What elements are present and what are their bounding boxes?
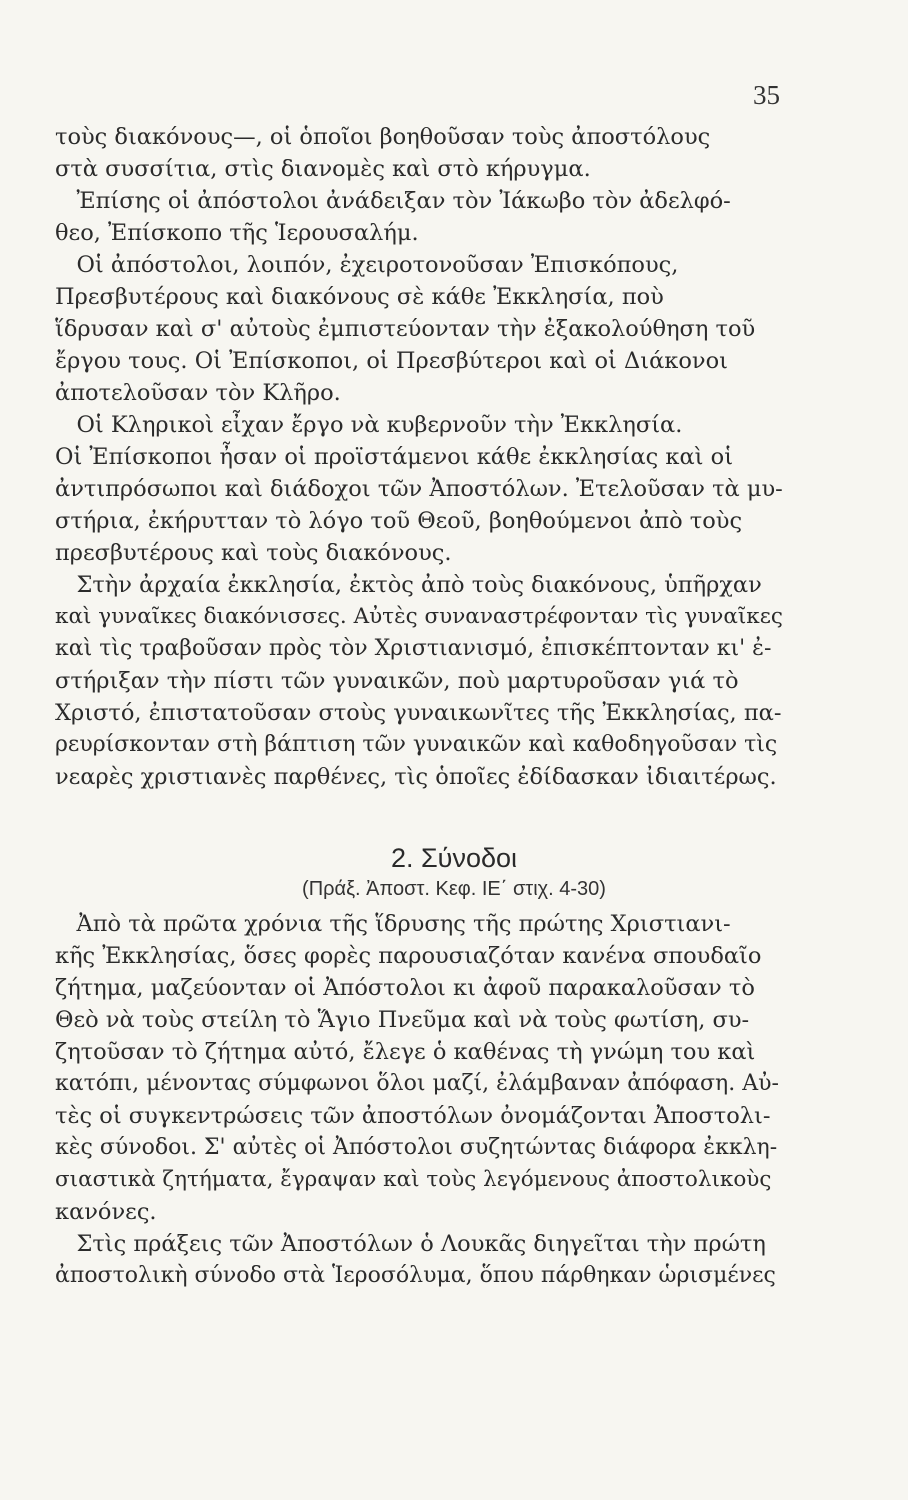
text-line: κῆς Ἐκκλησίας, ὅσες φορὲς παρουσιαζόταν κανένα σπουδαῖο	[55, 943, 762, 969]
text-line: θεο, Ἐπίσκοπο τῆς Ἱερουσαλήμ.	[55, 220, 419, 246]
text-line: Οἱ Κληρικοὶ εἶχαν ἔργο νὰ κυβερνοῦν τὴν Ἐκκλησία.	[55, 412, 683, 438]
body-text-top	[55, 121, 785, 793]
text-line: στήρια, ἐκήρυτταν τὸ λόγο τοῦ Θεοῦ, βοηθούμενοι ἀπὸ τοὺς	[55, 508, 743, 534]
text-line: κατόπι, μένοντας σύμφωνοι ὅλοι μαζί, ἐλάμβαναν ἀπόφαση. Αὐ-	[55, 1071, 779, 1096]
text-line: στήριξαν τὴν πίστι τῶν γυναικῶν, ποὺ μαρτυροῦσαν γιά τὸ	[55, 668, 739, 694]
text-line: Ἀπὸ τὰ πρῶτα χρόνια τῆς ἵδρυσης τῆς πρώτης Χριστιανι-	[55, 911, 731, 937]
text-line: καὶ γυναῖκες διακόνισσες. Αὐτὲς συναναστρέφονταν τὶς γυναῖκες	[55, 604, 783, 629]
text-line: τὲς οἱ συγκεντρώσεις τῶν ἀποστόλων ὀνομάζονται Ἀποστολι-	[55, 1103, 771, 1129]
text-line: Χριστό, ἐπιστατοῦσαν στοὺς γυναικωνῖτες τῆς Ἐκκλησίας, πα-	[55, 700, 782, 726]
text-line: Στὶς πράξεις τῶν Ἀποστόλων ὁ Λουκᾶς διηγεῖται τὴν πρώτη	[55, 1231, 766, 1257]
text-line: Οἱ ἀπόστολοι, λοιπόν, ἐχειροτονοῦσαν Ἐπισκόπους,	[55, 252, 679, 278]
text-line: Θεὸ νὰ τοὺς στείλη τὸ Ἅγιο Πνεῦμα καὶ νὰ τοὺς φωτίση, συ-	[55, 1007, 750, 1033]
text-line: Οἱ Ἐπίσκοποι ἦσαν οἱ προϊστάμενοι κάθε ἐκκλησίας καὶ οἱ	[55, 444, 734, 470]
text-line: Πρεσβυτέρους καὶ διακόνους σὲ κάθε Ἐκκλησία, ποὺ	[55, 284, 664, 310]
body-text-bottom	[55, 908, 785, 1292]
section-subtitle: (Πράξ. Ἀποστ. Κεφ. ΙΕ΄ στιχ. 4-30)	[302, 878, 606, 900]
text-line: ρευρίσκονταν στὴ βάπτιση τῶν γυναικῶν καὶ καθοδηγοῦσαν τὶς	[55, 732, 778, 757]
text-line: νεαρὲς χριστιανὲς παρθένες, τὶς ὁποῖες ἐδίδασκαν ἰδιαιτέρως.	[55, 764, 777, 790]
text-line: ἵδρυσαν καὶ σ' αὐτοὺς ἐμπιστεύονταν τὴν ἐξακολούθηση τοῦ	[55, 316, 756, 342]
text-line: ζήτημα, μαζεύονταν οἱ Ἀπόστολοι κι ἀφοῦ παρακαλοῦσαν τὸ	[55, 975, 755, 1001]
text-line: Στὴν ἀρχαία ἐκκλησία, ἐκτὸς ἀπὸ τοὺς διακόνους, ὑπῆρχαν	[55, 572, 762, 598]
text-line: πρεσβυτέρους καὶ τοὺς διακόνους.	[55, 540, 452, 566]
text-line: στὰ συσσίτια, στὶς διανομὲς καὶ στὸ κήρυγμα.	[55, 156, 591, 182]
text-line: σιαστικὰ ζητήματα, ἔγραψαν καὶ τοὺς λεγόμενους ἀποστολικοὺς	[55, 1167, 772, 1192]
text-line: κὲς σύνοδοι. Σ' αὐτὲς οἱ Ἀπόστολοι συζητώντας διάφορα ἐκκλη-	[55, 1135, 778, 1160]
text-line: ἀποτελοῦσαν τὸν Κλῆρο.	[55, 380, 341, 406]
text-line: Ἐπίσης οἱ ἀπόστολοι ἀνάδειξαν τὸν Ἰάκωβο τὸν ἀδελφό-	[55, 188, 731, 214]
text-line: καὶ τὶς τραβοῦσαν πρὸς τὸν Χριστιανισμό, ἐπισκέπτονταν κι' ἐ-	[55, 636, 772, 661]
text-line: τοὺς διακόνους—, οἱ ὁποῖοι βοηθοῦσαν τοὺς ἀποστόλους	[55, 124, 711, 150]
text-line: ἀντιπρόσωποι καὶ διάδοχοι τῶν Ἀποστόλων. Ἐτελοῦσαν τὰ μυ-	[55, 476, 783, 502]
text-line: ἔργου τους. Οἱ Ἐπίσκοποι, οἱ Πρεσβύτεροι καὶ οἱ Διάκονοι	[55, 348, 728, 374]
section-title: 2. Σύνοδοι	[390, 843, 518, 873]
text-line: ἀποστολικὴ σύνοδο στὰ Ἱεροσόλυμα, ὅπου πάρθηκαν ὡρισμένες	[55, 1263, 776, 1288]
page-number: 35	[753, 80, 780, 110]
text-line: κανόνες.	[55, 1199, 157, 1225]
text-line: ζητοῦσαν τὸ ζήτημα αὐτό, ἔλεγε ὁ καθένας τὴ γνώμη του καὶ	[55, 1039, 756, 1065]
